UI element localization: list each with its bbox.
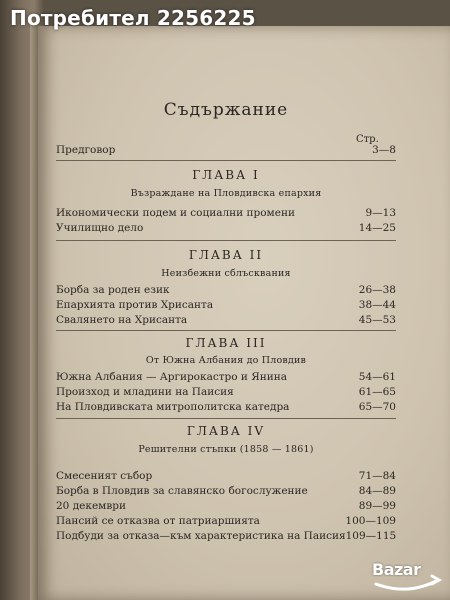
entry-pages: 71—84	[358, 470, 396, 482]
entry-title: Смесеният събор	[56, 470, 153, 482]
entry-title: Икономически подем и социални промени	[56, 207, 295, 219]
entry-title: Борба за роден език	[56, 284, 170, 296]
page-column-header: Стр.	[356, 134, 379, 145]
toc-entry	[56, 207, 396, 219]
entry-title: Свалянето на Хрисанта	[56, 314, 188, 326]
entry-title: Борба в Пловдив за славянско богослужение	[56, 485, 308, 497]
toc-entry	[56, 530, 396, 542]
entry-pages: 45—53	[358, 314, 396, 326]
chapter-subtitle: Решителни стъпки (1858 — 1861)	[138, 444, 314, 455]
chapter-subtitle: Възраждане на Пловдивска епархия	[130, 188, 322, 199]
divider	[56, 330, 396, 331]
chapter-subtitle: Неизбежни сблъсквания	[161, 268, 291, 279]
toc-entry	[56, 284, 396, 296]
chapter-subtitle: От Южна Албания до Пловдив	[145, 355, 307, 366]
toc-entry-preface	[56, 144, 396, 156]
entry-title: Епархията против Хрисанта	[56, 299, 214, 311]
toc-entry	[56, 470, 396, 482]
entry-title: Подбуди за отказа—към характеристика на Паисия	[56, 530, 346, 542]
entry-pages: 9—13	[365, 207, 396, 219]
divider	[56, 240, 396, 241]
entry-title: Пансий се отказва от патриаршията	[56, 515, 260, 527]
toc-entry	[56, 314, 396, 326]
user-watermark: Потребител 2256225	[10, 6, 256, 30]
toc-entry	[56, 485, 396, 497]
toc-entry	[56, 515, 396, 527]
toc-title: Съдържание	[163, 100, 289, 120]
toc-entry	[56, 222, 396, 234]
logo-text: Bazar	[372, 560, 421, 579]
entry-title: Произход и младини на Паисия	[56, 386, 234, 398]
toc-entry	[56, 371, 396, 383]
entry-pages: 54—61	[358, 371, 396, 383]
toc-entry	[56, 386, 396, 398]
entry-title: Южна Албания — Аргирокастро и Янина	[56, 371, 287, 383]
entry-title: 20 декември	[56, 500, 126, 512]
chapter-heading: ГЛАВА III	[185, 336, 267, 350]
entry-pages: 26—38	[358, 284, 396, 296]
entry-pages: 14—25	[358, 222, 396, 234]
chapter-heading: ГЛАВА II	[188, 248, 264, 262]
entry-pages: 100—109	[345, 515, 396, 527]
entry-title: Предговор	[56, 144, 116, 156]
toc-entry	[56, 299, 396, 311]
entry-pages: 84—89	[358, 485, 396, 497]
entry-pages: 61—65	[358, 386, 396, 398]
divider	[56, 418, 396, 419]
entry-title: На Пловдивската митрополитска катедра	[56, 401, 290, 413]
entry-pages: 3—8	[372, 144, 396, 156]
toc-entry	[56, 401, 396, 413]
toc-entry	[56, 500, 396, 512]
entry-title: Училищно дело	[56, 222, 144, 234]
divider	[56, 160, 396, 161]
chapter-heading: ГЛАВА I	[192, 168, 260, 182]
chapter-heading: ГЛАВА IV	[186, 424, 266, 438]
bazar-logo	[372, 554, 444, 594]
entry-pages: 89—99	[358, 500, 396, 512]
entry-pages: 65—70	[358, 401, 396, 413]
entry-pages: 109—115	[345, 530, 397, 542]
entry-pages: 38—44	[358, 299, 396, 311]
